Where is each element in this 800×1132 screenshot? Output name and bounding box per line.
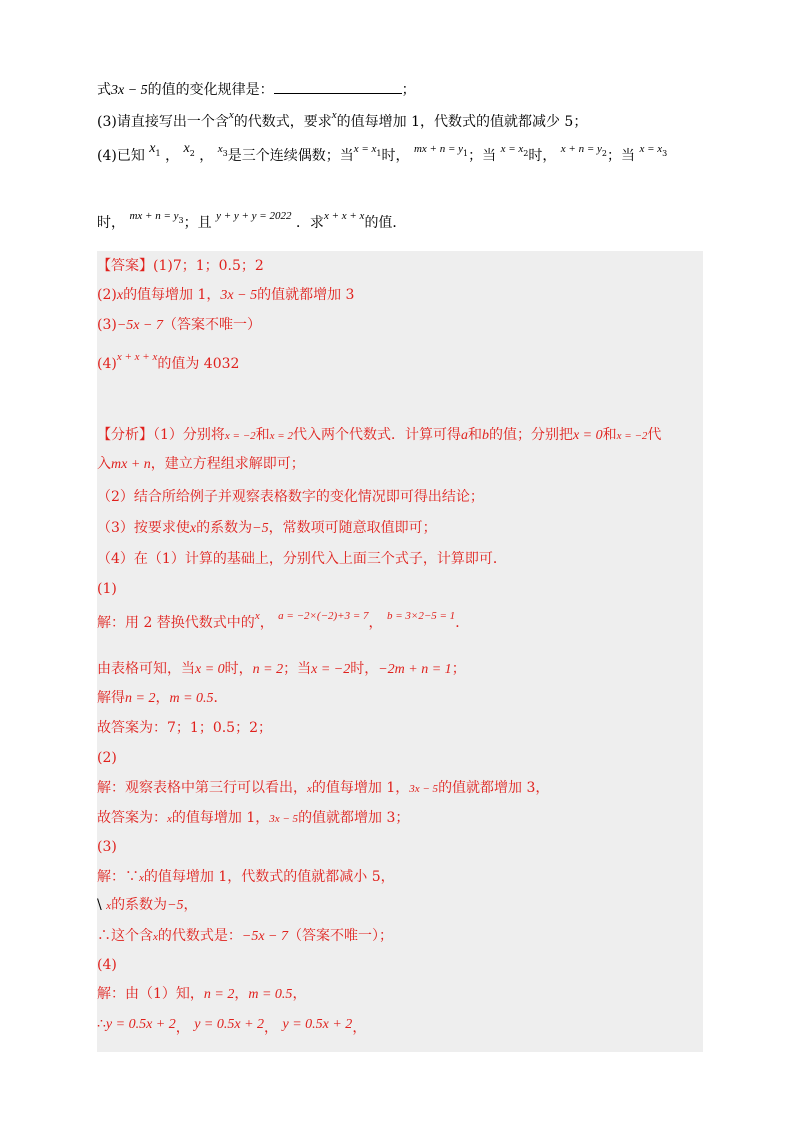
question-4-line-2: 时， $^{mx + n = y}_3$；且 $^{y + y + y = 2022}$ ．求$^{x + x + x}$的值． [97,210,407,231]
answer-blank [274,79,402,94]
question-3: (3)请直接写出一个含$^x$的代数式，要求$^x$的值每增加 1，代数式的值就都减少 5； [97,109,588,130]
solution-1-c: 解得n = 2，m = 0.5． [97,690,228,706]
answer-3: (3)−5x − 7（答案不唯一） [97,317,261,333]
solution-3-label: (3) [97,839,117,855]
expr-3x-5: 3x − 5 [111,83,148,98]
question-line-1: 式3x − 5的值的变化规律是： ； [97,79,416,100]
analysis-1: 【分析】（1）分别将x = −2和x = 2代入两个代数式．计算可得a和b的值；分别把x = 0和x = −2代 [97,427,662,443]
answer-label-line: 【答案】(1)7；1；0.5；2 [97,258,264,274]
solution-2-label: (2) [97,750,117,766]
solution-4-a: 解：由（1）知，n = 2，m = 0.5， [97,986,307,1002]
solution-3-b: \ x的系数为−5， [97,897,198,913]
solution-3-a: 解：∵x的值每增加 1，代数式的值就都减小 5， [97,869,395,885]
solution-1-d: 故答案为：7；1；0.5；2； [97,720,272,736]
solution-2-b: 故答案为：x的值每增加 1，3x − 5的值就都增加 3； [97,810,410,826]
solution-4-label: (4) [97,957,117,973]
solution-2-a: 解：观察表格中第三行可以看出，x的值每增加 1，3x − 5的值就都增加 3， [97,780,550,796]
analysis-3: （3）按要求使x的系数为−5，常数项可随意取值即可； [97,520,437,536]
solution-1-b: 由表格可知，当x = 0时，n = 2；当x = −2时，−2m + n = 1； [97,661,466,677]
answer-2: (2)x的值每增加 1，3x − 5的值就都增加 3 [97,287,355,303]
solution-4-b: ∴y = 0.5x + 2， y = 0.5x + 2， y = 0.5x + 2， [97,1016,367,1036]
solution-1-label: (1) [97,581,117,597]
solution-1-a: 解：用 2 替换代数式中的$^x$， $^{a = -2\times(-2)+3 = 7}$， $^{b = 3\times 2-5 = 1}$． [97,610,470,631]
analysis-2: （2）结合所给例子并观察表格数字的变化情况即可得出结论； [97,489,484,505]
analysis-4: （4）在（1）计算的基础上，分别代入上面三个式子，计算即可． [97,551,507,567]
question-4-line-1: (4)已知 $x_1$ ， $x_2$ ， $^x_3$是三个连续偶数；当$^{x = x}_1$时， $^{mx + n = y}_1$；当 $^{x = x}_2$时， $^{x + n = y}_2$；当 $^{x = x}_3$ [97,141,668,164]
answer-4: $(4)^{x + x + x}$的值为 4032 [97,351,240,372]
solution-3-c: ∴这个含x的代数式是：−5x − 7（答案不唯一）； [97,928,393,944]
analysis-1-cont: 入mx + n，建立方程组求解即可； [97,456,305,472]
